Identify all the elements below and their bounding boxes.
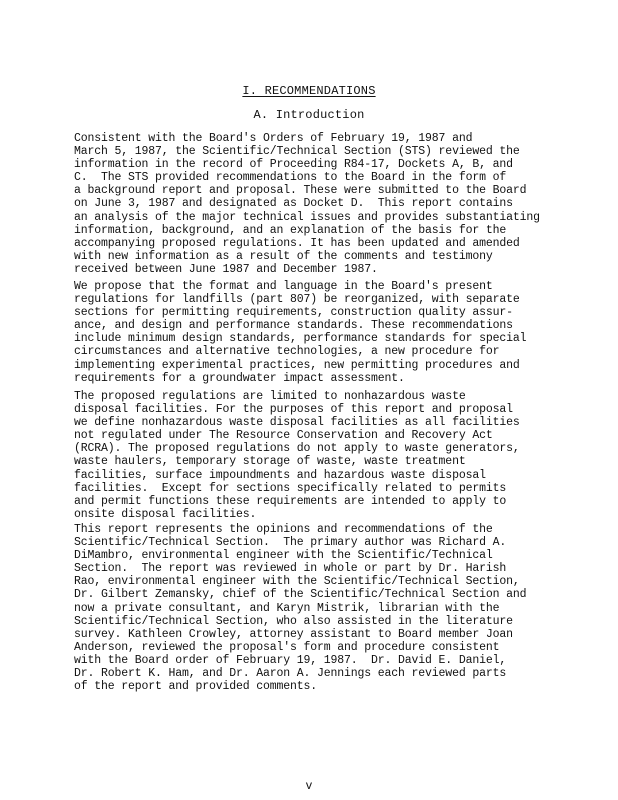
- text-line: DiMambro, environmental engineer with the Scientific/Technical: [74, 549, 493, 563]
- paragraph-2: [74, 280, 554, 385]
- text-line: This report represents the opinions and recommendations of the: [74, 523, 493, 536]
- text-line: C. The STS provided recommendations to the Board in the form of: [74, 171, 507, 185]
- section-heading: I. RECOMMENDATIONS: [242, 84, 376, 98]
- text-line: we define nonhazardous waste disposal facilities as all facilities: [74, 416, 520, 430]
- text-line: accompanying proposed regulations. It has been updated and amended: [74, 236, 520, 250]
- text-line: disposal facilities. For the purposes of this report and proposal: [74, 403, 513, 417]
- text-line: (RCRA). The proposed regulations do not apply to waste generators,: [74, 442, 520, 456]
- text-line: with new information as a result of the comments and testimony: [74, 249, 493, 263]
- page-number: v: [305, 780, 313, 793]
- text-line: Dr. Gilbert Zemansky, chief of the Scientific/Technical Section and: [74, 588, 527, 602]
- text-line: Section. The report was reviewed in whole or part by Dr. Harish: [74, 562, 507, 576]
- text-line: Consistent with the Board's Orders of February 19, 1987 and: [74, 132, 473, 145]
- text-line: and permit functions these requirements are intended to apply to: [74, 494, 507, 508]
- text-line: with the Board order of February 19, 1987. Dr. David E. Daniel,: [74, 653, 507, 667]
- text-line: waste haulers, temporary storage of waste, waste treatment: [74, 455, 466, 469]
- text-line: a background report and proposal. These were submitted to the Board: [74, 184, 527, 198]
- text-line: not regulated under The Resource Conservation and Recovery Act: [74, 429, 493, 443]
- text-line: facilities, surface impoundments and hazardous waste disposal: [74, 468, 486, 482]
- text-line: sections for permitting requirements, construction quality assur-: [74, 306, 513, 320]
- paragraph-3: [74, 390, 554, 521]
- text-line: implementing experimental practices, new permitting procedures and: [74, 358, 520, 372]
- text-line: facilities. Except for sections specifically related to permits: [74, 481, 507, 495]
- text-line: information, background, and an explanation of the basis for the: [74, 223, 507, 237]
- paragraph-1: [74, 132, 554, 276]
- text-line: ance, and design and performance standards. These recommendations: [74, 319, 513, 333]
- text-line: Scientific/Technical Section. The primary author was Richard A.: [74, 536, 507, 550]
- text-line: information in the record of Proceeding R84-17, Dockets A, B, and: [74, 158, 513, 172]
- subsection-heading: A. Introduction: [253, 108, 365, 122]
- text-line: now a private consultant, and Karyn Mistrik, librarian with the: [74, 601, 500, 615]
- text-line: Anderson, reviewed the proposal's form and procedure consistent: [74, 640, 500, 654]
- text-line: March 5, 1987, the Scientific/Technical Section (STS) reviewed the: [74, 145, 520, 159]
- text-line: onsite disposal facilities.: [74, 507, 257, 521]
- text-line: survey. Kathleen Crowley, attorney assistant to Board member Joan: [74, 627, 513, 641]
- paragraph-4: [74, 523, 554, 693]
- text-line: include minimum design standards, performance standards for special: [74, 332, 527, 346]
- text-line: received between June 1987 and December 1987.: [74, 262, 378, 276]
- text-line: circumstances and alternative technologies, a new procedure for: [74, 345, 500, 359]
- text-line: an analysis of the major technical issues and provides substantiating: [74, 210, 540, 224]
- text-line: Scientific/Technical Section, who also assisted in the literature: [74, 614, 513, 628]
- text-line: regulations for landfills (part 807) be reorganized, with separate: [74, 293, 520, 307]
- text-line: We propose that the format and language in the Board's present: [74, 280, 493, 293]
- text-line: The proposed regulations are limited to nonhazardous waste: [74, 390, 466, 403]
- text-line: of the report and provided comments.: [74, 680, 318, 694]
- text-line: requirements for a groundwater impact assessment.: [74, 371, 405, 385]
- text-line: Rao, environmental engineer with the Scientific/Technical Section,: [74, 575, 520, 589]
- text-line: on June 3, 1987 and designated as Docket D. This report contains: [74, 197, 513, 211]
- text-line: Dr. Robert K. Ham, and Dr. Aaron A. Jennings each reviewed parts: [74, 667, 507, 681]
